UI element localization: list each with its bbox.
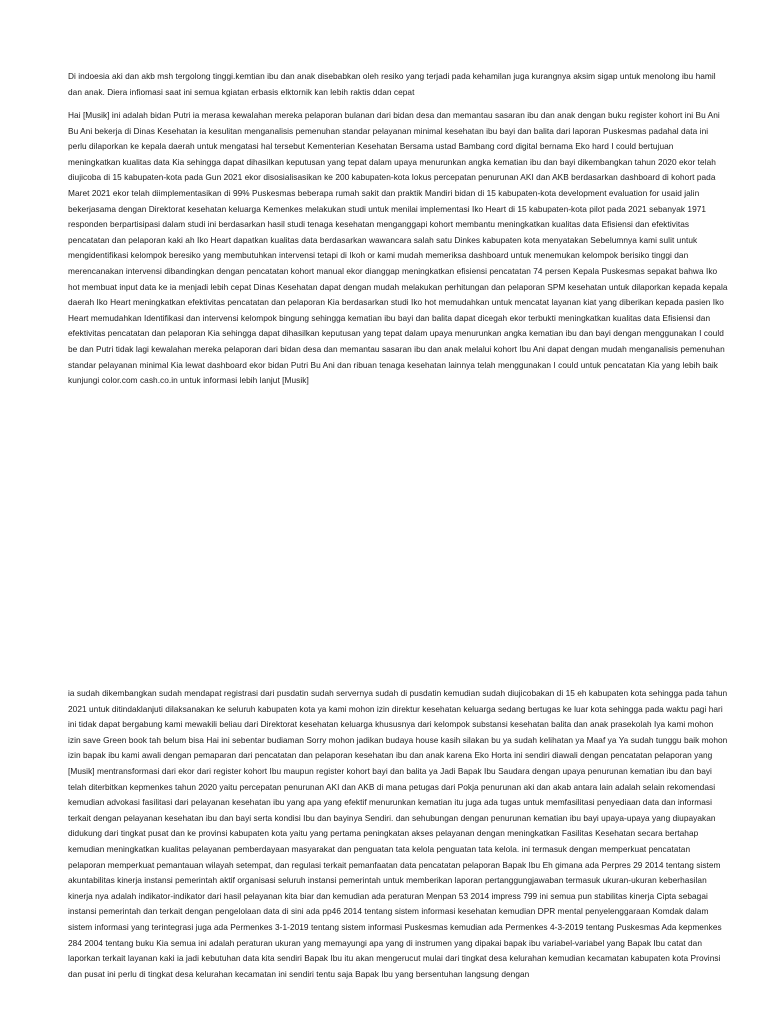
main-paragraph: Hai [Musik] ini adalah bidan Putri ia merasa kewalahan mereka pelaporan bulanan dari bidan desa dan memantau sasaran ibu dan anak dengan buku register kohort ini Bu Ani Bu Ani bekerja di Dinas Kesehatan ia kesulitan menganalisis pemenuhan standar pelayanan minimal kesehatan ibu bayi dan balita dari laporan Puskesmas padahal data ini perlu dilaporkan ke kepala daerah untuk mengatasi hal tersebut Kementerian Kesehatan Bersama ustad Bambang cord digital bernama Eko hard I could bertujuan meningkatkan kualitas data Kia sehingga dapat dihasilkan keputusan yang tepat dalam upaya menurunkan angka kematian ibu dan bayi dikembangkan tahun 2020 ekor telah diujicoba di 15 kabupaten-kota pada Gun 2021 ekor disosialisasikan ke 200 kabupaten-kota lokus percepatan penurunan AKI dan AKB berdasarkan dashboard di kohort pada Maret 2021 ekor telah diimplementasikan di 99% Puskesmas beberapa rumah sakit dan praktik Mandiri bidan di 15 kabupaten-kota development evaluation for usaid jalin bekerjasama dengan Direktorat kesehatan keluarga Kemenkes melakukan studi untuk menilai implementasi Iko Heart di 15 kabupaten-kota pilot pada 2021 sebanyak 1971 responden berpartisipasi dalam studi ini berdasarkan hasil studi tenaga kesehatan menganggapi kohort membantu meningkatkan kualitas data Efisiensi dan efektivitas pencatatan dan pelaporan kaki ah Iko Heart dapatkan kualitas data berdasarkan wawancara salah satu Dinkes kabupaten kota menyatakan Sebelumnya kami sulit untuk mengidentifikasi kelompok beresiko yang membutuhkan intervensi tetapi di Ikoh or kami mudah memeriksa dashboard untuk menemukan kelompok berisiko tinggi dan merencanakan intervensi dibandingkan dengan pencatatan kohort manual ekor dianggap meningkatkan efisiensi pencatatan 74 persen Kepala Puskesmas sepakat bahwa Iko hot membuat input data ke ia menjadi lebih cepat Dinas Kesehatan dapat dengan mudah melakukan perhitungan dan pelaporan SPM kesehatan untuk dilaporkan kepada kepala daerah Iko Heart meningkatkan efektivitas pencatatan dan pelaporan Kia berdasarkan studi Iko hot memudahkan untuk mencatat layanan kiat yang diberikan kepada pasien Iko Heart memudahkan Identifikasi dan intervensi kelompok bingung sehingga kematian ibu bayi dan balita dapat dicegah ekor terbukti meningkatkan kualitas data Efisiensi dan efektivitas pencatatan dan pelaporan Kia sehingga dapat dihasilkan keputusan yang tepat dalam upaya menurunkan angka kematian ibu dan bayi dengan menggunakan I could be dan Putri tidak lagi kewalahan mereka pelaporan dari bidan desa dan memantau sasaran ibu dan anak melalui kohort Ibu Ani dapat dengan mudah menganalisis pemenuhan standar pelayanan minimal Kia lewat dashboard ekor bidan Putri Bu Ani dan ribuan tenaga kesehatan lainnya telah menggunakan I could untuk pencatatan Kia yang lebih baik kunjungi color.com cash.co.in untuk informasi lebih lanjut [Musik] [68,110,728,386]
continued-paragraph: ia sudah dikembangkan sudah mendapat registrasi dari pusdatin sudah servernya sudah di pusdatin kemudian sudah diujicobakan di 15 eh kabupaten kota sehingga pada tahun 2021 untuk ditindaklanjuti dilaksanakan ke seluruh kabupaten kota ya kami mohon izin direktur kesehatan keluarga sedang bertugas ke luar kota sehingga pada waktu pagi hari ini tidak dapat bergabung kami mewakili beliau dari Direktorat kesehatan keluarga khususnya dari kelompok substansi kesehatan balita dan anak prasekolah Iya kami mohon izin save Green book tah belum bisa Hai ini sebentar budiaman Sorry mohon jadikan budaya house kasih silakan bu ya sudah kelihatan ya Maaf ya Ya sudah tunggu baik mohon izin bapak ibu kami awali dengan pemaparan dari pencatatan dan pelaporan kesehatan ibu dan anak karena Eko Horta ini sendiri diawali dengan pencatatan pelaporan yang [Musik] mentransformasi dari ekor dari register kohort Ibu maupun register kohort bayi dan balita ya Jadi Bapak Ibu Saudara dengan upaya penurunan kematian ibu dan bayi telah diterbitkan kepmenkes tahun 2020 yaitu percepatan penurunan AKI dan AKB di mana petugas dari Pokja penurunan aki dan akab antara lain adalah selain rekomendasi kemudian advokasi fasilitasi dari pelayanan kesehatan ibu yang apa yang efektif menurunkan kematian itu juga ada tugas untuk memfasilitasi penyediaan data dan informasi terkait dengan pelayanan kesehatan ibu dan bayi serta kondisi Ibu dan bayinya Sendiri. dan sehubungan dengan penurunan kematian ibu bayi upaya-upaya yang diupayakan didukung dari tingkat pusat dan ke provinsi kabupaten kota yaitu yang pertama peningkatan akses pelayanan dengan meningkatkan Fasilitas Kesehatan secara bertahap kemudian meningkatkan kualitas pelayanan pemberdayaan masyarakat dan penguatan tata kelola penguatan tata kelola. ini termasuk dengan memperkuat pencatatan pelaporan memperkuat pemantauan wilayah setempat, dan regulasi terkait pemanfaatan data pencatatan pelaporan Bapak Ibu Eh gimana ada Perpres 29 2014 tentang sistem akuntabilitas kinerja instansi pemerintah aktif organisasi seluruh instansi pemerintah untuk memberikan laporan pertanggungjawaban termasuk ukuran-ukuran keberhasilan kinerja nya adalah indikator-indikator dari hasil pelayanan kita biar dan kemudian ada peraturan Menpan 53 2014 impress 799 ini semua pun stabilitas kinerja Cipta sebagai instansi pemerintah dan terkait dengan pengelolaan data di sini ada pp46 2014 tentang sistem informasi kesehatan kemudian DPR mental penyelenggaraan Komdak dalam sistem informasi yang terintegrasi juga ada Permenkes 3-1-2019 tentang sistem informasi Puskesmas kemudian ada Permenkes 4-3-2019 tentang Puskesmas Ada kepmenkes 284 2004 tentang buku Kia semua ini adalah peraturan ukuran yang memayungi apa yang di instrumen yang dipakai bapak ibu variabel-variabel yang Bapak Ibu catat dan laporkan terkait layanan kaki ia jadi kebutuhan data kita sendiri Bapak Ibu itu akan mengerucut mulai dari tingkat desa kelurahan kemudian kecamatan kabupaten kota Provinsi dan pusat ini perlu di tingkat desa kelurahan kecamatan ini sendiri tentu saja Bapak Ibu yang bersentuhan langsung dengan [68,688,728,979]
intro-paragraph: Di indoesia aki dan akb msh tergolong tinggi.kemtian ibu dan anak disebabkan oleh resiko yang terjadi pada kehamilan juga kurangnya aksim sigap untuk menolong ibu hamil dan anak. Diera infiomasi saat ini semua kgiatan erbasis elktornik kan lebih raktis ddan cepat [68,71,716,97]
